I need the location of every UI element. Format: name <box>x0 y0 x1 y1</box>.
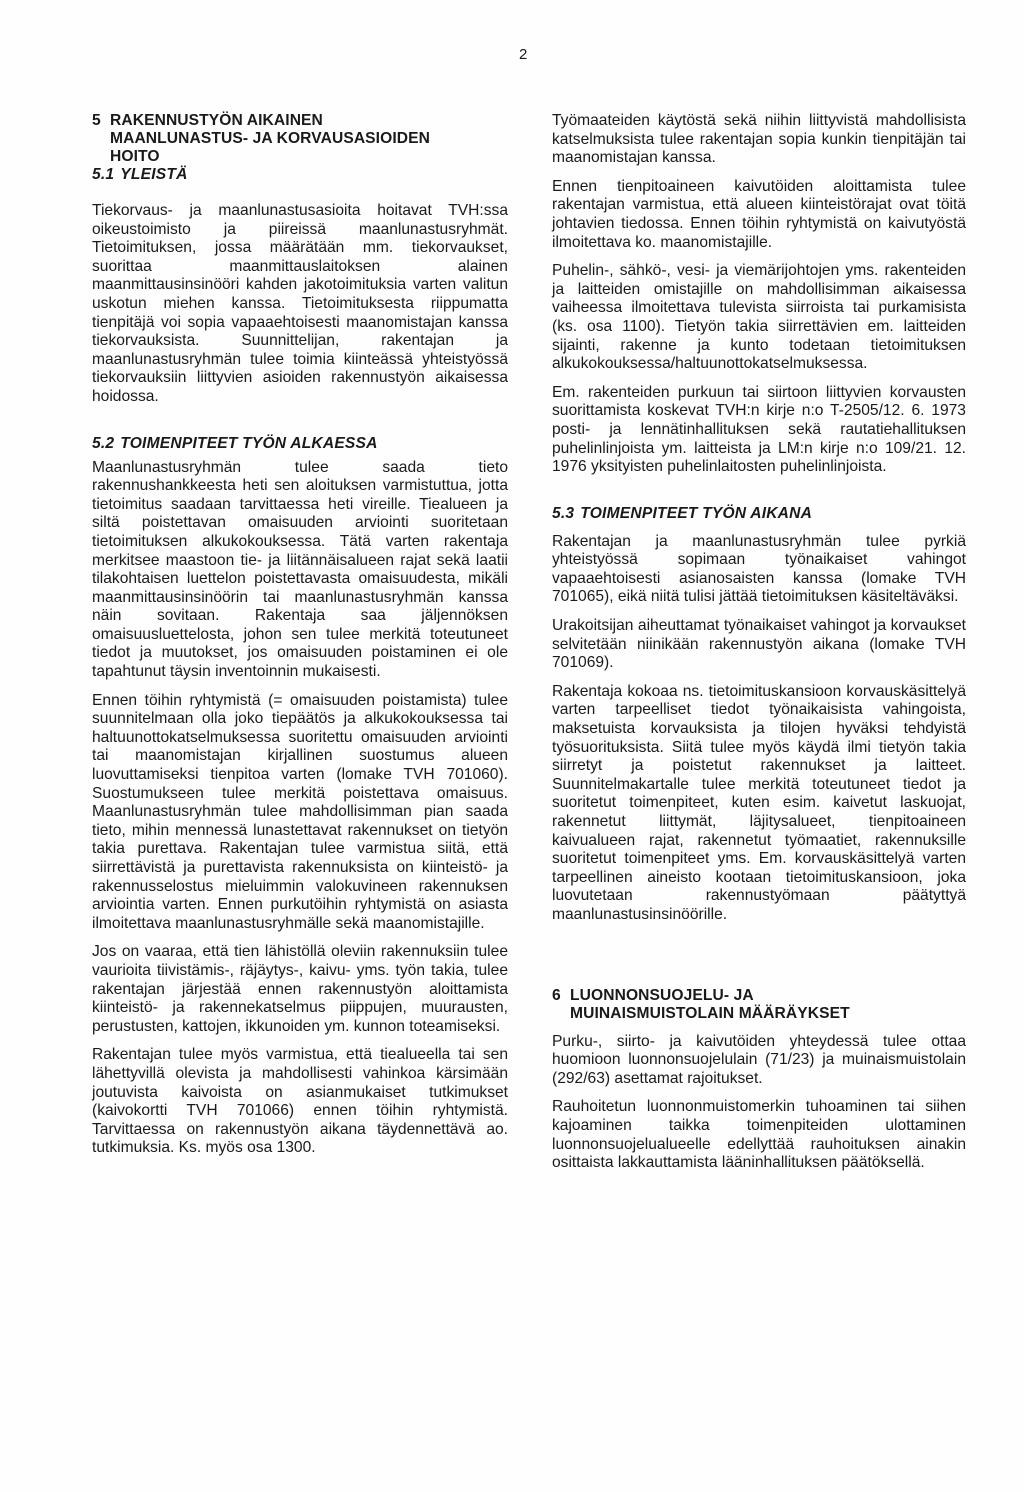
left-column <box>92 112 508 1158</box>
subsection-5-1-heading <box>92 166 508 184</box>
paragraph-5-2-b: Ennen töihin ryhtymistä (= omaisuuden poistamista) tulee suunnitelmaan olla joko tiepäätös ja alkukokouksessa tai haltuunottokatselmuksessa suoritettu omaisuuden arviointi tai maanomistajan kirjallinen suostumus alueen luovuttamiseksi tienpitoa varten (lomake TVH 701060). Suostumukseen tulee merkitä poistettava omaisuus. Maanlunastusryhmän tulee mahdollisimman pian saada tieto, mihin mennessä lunastettavat rakennukset on tietyön takia purettava. Rakentajan tulee varmistua siitä, että siirrettävistä ja purettavista rakennuksista on kiinteistö- ja rakennusselostus mieluimmin valokuvineen rakennuksen arviointia varten. Ennen purkutöihin ryhtymistä on asiasta ilmoitettava maanlunastusryhmälle sekä maanomistajille. <box>92 691 508 932</box>
subsection-5-1-title: YLEISTÄ <box>120 166 188 183</box>
section-5-title-line2: MAANLUNASTUS- JA KORVAUSASIOIDEN <box>110 130 431 147</box>
subsection-5-2-heading <box>92 435 508 453</box>
section-5-title-line3: HOITO <box>110 148 160 165</box>
paragraph-6-b: Rauhoitetun luonnonmuistomerkin tuhoaminen tai siihen kajoaminen taikka toimenpiteiden ulottaminen luonnonsuojelualueelle edellyttää rauhoituksen ainakin osittaista lakkauttamista lääninhallituksen päätöksellä. <box>552 1098 966 1172</box>
subsection-5-3-number: 5.3 <box>552 504 575 522</box>
paragraph-r4: Em. rakenteiden purkuun tai siirtoon liittyvien korvausten suorittamista koskevat TVH:n kirje n:o T-2505/12. 6. 1973 posti- ja lennätinhallituksen sekä rautatiehallituksen puhelinlinjoista ym. laitteista ja LM:n kirje n:o 109/21. 12. 1976 yksityisten puhelinlaitosten puhelinlinjoista. <box>552 383 966 476</box>
section-6-title-line2: MUINAISMUISTOLAIN MÄÄRÄYKSET <box>570 1004 850 1022</box>
paragraph-5-2-a: Maanlunastusryhmän tulee saada tieto rakennushankkeesta heti sen aloituksen varmistuttua, jotta tietoimitus saadaan tarvittaessa heti vireille. Tiealueen ja siltä poistettavan omaisuuden arviointi suoritetaan tietoimituksen alkukokouksessa. Tätä varten rakentaja merkitsee maastoon tie- ja liitännäisalueen rajat sekä laatii tilakohtaisen luettelon poistettavasta omaisuudesta, mikäli maanmittausinsinöörin tai maanlunastusryhmän kanssa näin sovitaan. Rakentaja saa jäljennöksen omaisuusluettelosta, johon sen tulee merkitä toteutuneet tiedot ja muutokset, jos omaisuuden poistaminen ei ole tapahtunut täysin inventoinnin mukaisesti. <box>92 458 508 681</box>
subsection-5-1-number: 5.1 <box>92 166 115 183</box>
subsection-5-2-title: TOIMENPITEET TYÖN ALKAESSA <box>120 434 378 452</box>
paragraph-r1: Työmaateiden käytöstä sekä niihin liittyvistä mahdollisista katselmuksista tulee rakentajan sopia kunkin tienpitäjän tai maanomistajan kanssa. <box>552 112 966 167</box>
section-6-title-line1: LUONNONSUOJELU- JA <box>570 986 754 1004</box>
section-5-number: 5 <box>92 112 101 129</box>
section-5-title-line1: RAKENNUSTYÖN AIKAINEN <box>110 112 323 129</box>
section-5-heading <box>92 112 508 166</box>
paragraph-6-a: Purku-, siirto- ja kaivutöiden yhteydessä tulee ottaa huomioon luonnonsuojelulain (71/23) ja muinaismuistolain (292/63) asettamat rajoitukset. <box>552 1032 966 1087</box>
paragraph-5-3-c: Rakentaja kokoaa ns. tietoimituskansioon korvauskäsittelyä varten tarpeelliset tiedot työnaikaisista vahingoista, maksetuista korvauksista ja tilojen hyväksi tehdyistä työsuorituksista. Siitä tulee myös käydä ilmi tietyön takia siirretyt ja poistetut rakennukset ja laitteet. Suunnitelmakartalle tulee merkitä toteutuneet tiedot ja suoritetut toimenpiteet, kuten esim. kaivetut laskuojat, rakennetut liittymät, läjitysalueet, tienpitoaineen kaivualueen rajat, rakennetut työmaatiet, rakennuksille suoritetut toimenpiteet yms. Em. korvauskäsittelyä varten tarpeellinen aineisto kootaan tietoimituskansioon, joka luovutetaan rakennustyömaan päätyttyä maanlunastusinsinöörille. <box>552 682 966 923</box>
page-number: 2 <box>519 46 528 63</box>
paragraph-r3: Puhelin-, sähkö-, vesi- ja viemärijohtojen yms. rakenteiden ja laitteiden omistajille on mahdollisimman aikaisessa vaiheessa ilmoitettava tulevista siirroista tai purkamisista (ks. osa 1100). Tietyön takia siirrettävien em. laitteiden sijainti, rakenne ja kunto todetaan tietoimituksen alkukokouksessa/haltuunottokatselmuksessa. <box>552 262 966 373</box>
section-6-heading <box>552 987 966 1023</box>
right-column <box>552 112 966 1173</box>
paragraph-r2: Ennen tienpitoaineen kaivutöiden aloittamista tulee rakentajan varmistua, että alueen kiinteistörajat ovat töitä johtavien tiedossa. Ennen töihin ryhtymistä on kaivutyöstä ilmoitettava ko. maanomistajille. <box>552 177 966 251</box>
subsection-5-3-heading <box>552 505 966 523</box>
paragraph-5-3-b: Urakoitsijan aiheuttamat työnaikaiset vahingot ja korvaukset selvitetään niinikään rakennustyön aikana (lomake TVH 701069). <box>552 617 966 672</box>
subsection-5-3-title: TOIMENPITEET TYÖN AIKANA <box>580 504 813 522</box>
paragraph-5-3-a: Rakentajan ja maanlunastusryhmän tulee pyrkiä yhteistyössä sopimaan työnaikaiset vahingot vapaaehtoisesti asianosaisten kanssa (lomake TVH 701065), eikä niitä tulisi jättää tietoimituksen käsiteltäväksi. <box>552 532 966 606</box>
section-6-number: 6 <box>552 986 561 1004</box>
paragraph-5-2-d: Rakentajan tulee myös varmistua, että tiealueella tai sen lähettyvillä olevista ja mahdollisesti vahinkoa kärsimään joutuvista kaivoista on asianmukaiset tutkimukset (kaivokortti TVH 701066) ennen töihin ryhtymistä. Tarvittaessa on rakennustyön aikana täydennettävä ao. tutkimuksia. Ks. myös osa 1300. <box>92 1046 508 1157</box>
paragraph-5-2-c: Jos on vaaraa, että tien lähistöllä oleviin rakennuksiin tulee vaurioita tiivistämis-, räjäytys-, kaivu- yms. työn takia, tulee rakentajan järjestää ennen rakennustyön aloittamista kiinteistö- ja rakennekatselmus piippujen, muurausten, perustusten, kattojen, ikkunoiden ym. kunnon toteamiseksi. <box>92 943 508 1035</box>
paragraph-5-1: Tiekorvaus- ja maanlunastusasioita hoitavat TVH:ssa oikeustoimisto ja piireissä maanlunastusryhmät. Tietoimituksen, jossa määrätään mm. tiekorvaukset, suorittaa maanmittauslaitoksen alainen maanmittausinsinööri kahden jakotoimituksia varten valitun uskotun miehen kanssa. Tietoimituksesta riippumatta tienpitäjä voi sopia vapaaehtoisesti maanomistajan kanssa tiekorvauksista. Suunnittelijan, rakentajan ja maanlunastusryhmän tulee toimia kiinteässä yhteistyössä tiekorvauksiin liittyvien asioiden rakennustyön aikaisessa hoidossa. <box>92 202 508 405</box>
subsection-5-2-number: 5.2 <box>92 434 115 452</box>
